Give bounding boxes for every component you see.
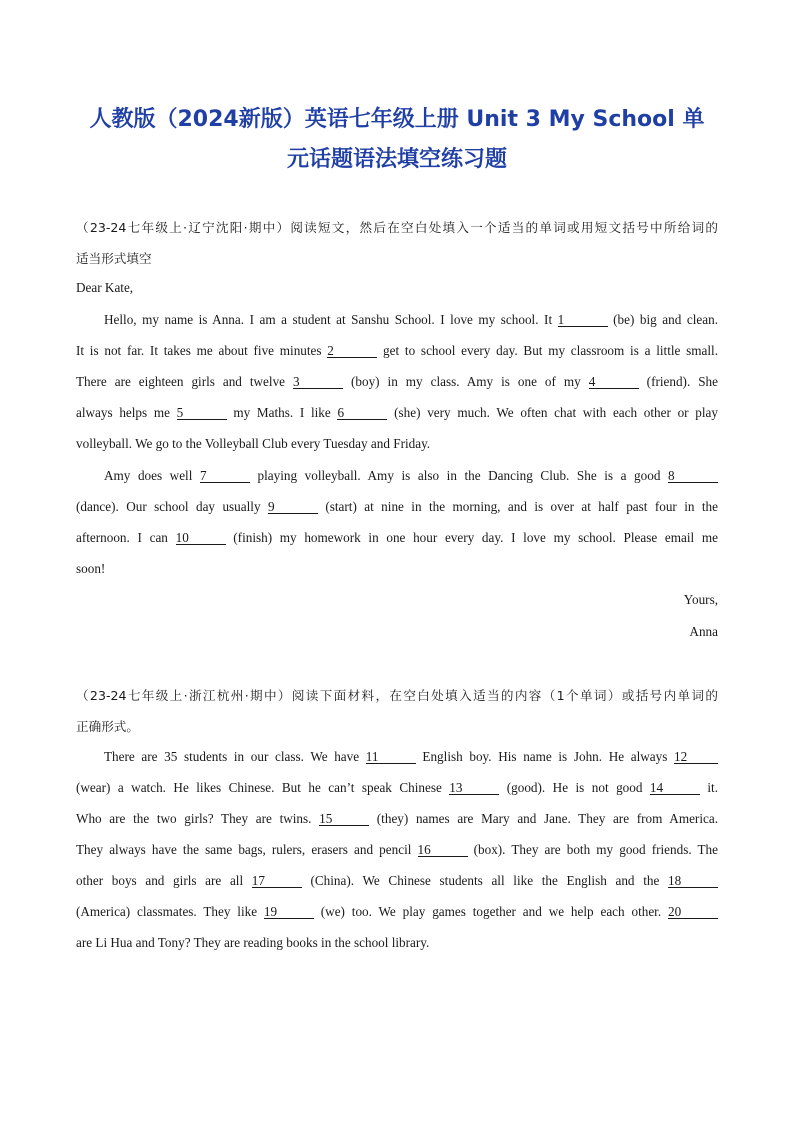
title-line-1: 人教版（2024新版）英语七年级上册 Unit 3 My School 单 — [89, 107, 705, 132]
text: (wear) a watch. He likes Chinese. But he can’t speak Chinese — [76, 780, 450, 795]
passage1-line — [76, 343, 718, 359]
blank-17[interactable]: 17 — [252, 874, 302, 888]
blank-15[interactable]: 15 — [319, 812, 369, 826]
blank-3[interactable]: 3 — [293, 375, 343, 389]
text: Hello, my name is Anna. I am a student at Sanshu School. I love my school. It — [104, 312, 558, 327]
text: (finish) my homework in one hour every day. I love my school. Please email me — [225, 530, 718, 545]
text: (she) very much. We often chat with each other or play — [387, 405, 718, 420]
text: other boys and girls are all — [76, 873, 252, 888]
text: (good). He is not good — [499, 780, 650, 795]
passage1-line — [76, 499, 718, 515]
passage2-line — [76, 904, 718, 920]
blank-4[interactable]: 4 — [589, 375, 639, 389]
text: (start) at nine in the morning, and is over at half past four in the — [317, 499, 719, 514]
blank-18[interactable]: 18 — [668, 874, 718, 888]
passage1-line — [76, 468, 718, 484]
document-title — [40, 100, 754, 180]
text: (boy) in my class. Amy is one of my — [343, 374, 589, 389]
text: my Maths. I like — [226, 405, 338, 420]
text: (America) classmates. They like — [76, 904, 264, 919]
passage2-line — [76, 873, 718, 889]
letter-signature: Anna — [689, 624, 718, 639]
passage1-line — [76, 374, 718, 390]
blank-12[interactable]: 12 — [674, 750, 718, 764]
blank-5[interactable]: 5 — [177, 406, 227, 420]
passage1-line — [76, 405, 718, 421]
passage1-line — [76, 312, 718, 328]
passage1-source-line1: （23-24七年级上·辽宁沈阳·期中）阅读短文，然后在空白处填入一个适当的单词或用短文括号中所给词的 — [76, 220, 718, 235]
passage2-source-line1: （23-24七年级上·浙江杭州·期中）阅读下面材料，在空白处填入适当的内容（1个单词）或括号内单词的 — [76, 688, 718, 703]
passage1-line — [76, 530, 718, 546]
passage1-source-line2: 适当形式填空 — [76, 251, 152, 266]
text: always helps me — [76, 405, 177, 420]
text: There are eighteen girls and twelve — [76, 374, 294, 389]
passage2-line — [76, 842, 718, 858]
blank-14[interactable]: 14 — [650, 781, 700, 795]
blank-9[interactable]: 9 — [268, 500, 318, 514]
text: It is not far. It takes me about five minutes — [76, 343, 328, 358]
text: (friend). She — [638, 374, 719, 389]
passage2-line — [76, 811, 718, 827]
blank-6[interactable]: 6 — [337, 406, 387, 420]
passage1-line: soon! — [76, 561, 106, 576]
text: it. — [699, 780, 718, 795]
text: (dance). Our school day usually — [76, 499, 268, 514]
text: (China). We Chinese students all like the English and the — [301, 873, 668, 888]
blank-2[interactable]: 2 — [327, 344, 377, 358]
passage2-line — [76, 780, 718, 796]
blank-7[interactable]: 7 — [200, 469, 250, 483]
text: There are 35 students in our class. We have — [104, 749, 366, 764]
letter-closing: Yours, — [683, 592, 718, 607]
text: get to school every day. But my classroom is a little small. — [377, 343, 718, 358]
text: Who are the two girls? They are twins. — [76, 811, 320, 826]
blank-1[interactable]: 1 — [558, 313, 608, 327]
text: (box). They are both my good friends. The — [467, 842, 719, 857]
blank-8[interactable]: 8 — [668, 469, 718, 483]
blank-11[interactable]: 11 — [366, 750, 416, 764]
blank-10[interactable]: 10 — [176, 531, 226, 545]
text: Amy does well — [104, 468, 200, 483]
text: English boy. His name is John. He always — [415, 749, 674, 764]
text: (they) names are Mary and Jane. They are from America. — [369, 811, 718, 826]
text: (be) big and clean. — [607, 312, 718, 327]
passage1-greeting: Dear Kate, — [76, 280, 134, 295]
blank-19[interactable]: 19 — [264, 905, 314, 919]
title-line-2: 元话题语法填空练习题 — [286, 147, 507, 172]
text: (we) too. We play games together and we help each other. — [313, 904, 668, 919]
blank-13[interactable]: 13 — [449, 781, 499, 795]
text: playing volleyball. Amy is also in the Dancing Club. She is a good — [249, 468, 668, 483]
passage2-line: are Li Hua and Tony? They are reading books in the school library. — [76, 935, 430, 950]
passage1-line: volleyball. We go to the Volleyball Club every Tuesday and Friday. — [76, 436, 431, 451]
blank-16[interactable]: 16 — [418, 843, 468, 857]
passage2-line — [76, 749, 718, 765]
text: afternoon. I can — [76, 530, 176, 545]
text: They always have the same bags, rulers, erasers and pencil — [76, 842, 418, 857]
passage2-source-line2: 正确形式。 — [76, 719, 139, 734]
blank-20[interactable]: 20 — [668, 905, 718, 919]
